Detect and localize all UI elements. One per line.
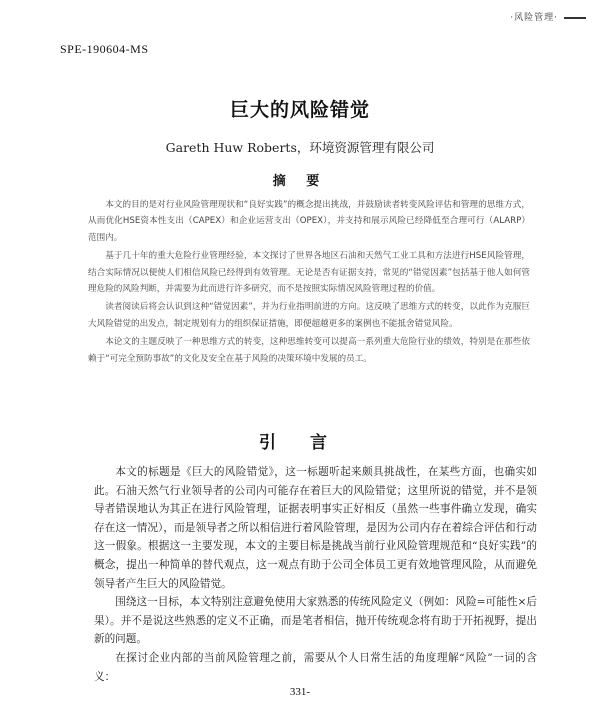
abstract-heading: 摘 要 xyxy=(272,174,328,189)
author-line: Gareth Huw Roberts，环境资源管理有限公司 xyxy=(165,140,435,155)
section-tag xyxy=(510,10,586,23)
body-paragraph: 在探讨企业内部的当前风险管理之前，需要从个人日常生活的角度理解“风险”一词的含义： xyxy=(94,651,537,683)
abstract-paragraph: 读者阅读后将会认识到这种“错觉因素”，并为行业指明前进的方向。这反映了思维方式的转变，以此作为克服巨大风险错觉的出发点，制定规划有力的组织保证措施，即便超越更多的案例也不能抵舍错觉风险。 xyxy=(88,302,530,329)
abstract-paragraph: 基于几十年的重大危险行业管理经验，本文探讨了世界各地区石油和天然气工业工具和方法进行HSE风险管理，结合实际情况以便使人们相信风险已经得到有效管理。无论是否有证据支持，常见的“错觉因素”包括基于他人如何管理危险的风险判断，并需要为此而进行许多研究，而不是按照实际情况风险管理过程的价值。 xyxy=(88,251,530,295)
introduction-heading: 引 言 xyxy=(259,433,341,453)
paper-id: SPE-190604-MS xyxy=(60,42,149,56)
introduction-body xyxy=(94,463,537,686)
section-tag-bar xyxy=(564,17,586,19)
abstract-paragraph: 本文的目的是对行业风险管理现状和“良好实践”的概念提出挑战，并鼓励读者转变风险评估和管理的思维方式，从而优化HSE资本性支出（CAPEX）和企业运营支出（OPEX），并支持和展示风险已经降低至合理可行（ALARP）范围内。 xyxy=(88,200,530,243)
abstract-body xyxy=(88,197,530,369)
body-paragraph: 本文的标题是《巨大的风险错觉》，这一标题听起来颇具挑战性，在某些方面，也确实如此。石油天然气行业领导者的公司内可能存在着巨大的风险错觉；这里所说的错觉，并不是领导者错误地认为其正在进行风险管理，证据表明事实正好相反（虽然一些事件确立发现，确实存在这一情况），而是领导者之所以相信进行着风险管理，是因为公司内存在着综合评估和行动这一假象。根据这一主要发现，本文的主要目标是挑战当前行业风险管理规范和“良好实践”的概念，提出一种简单的替代观点，这一观点有助于公司全体员工更有效地管理风险，从而避免领导者产生巨大的风险错觉。 xyxy=(94,466,537,590)
page-number: 331- xyxy=(289,686,311,698)
body-paragraph: 围绕这一目标，本文特别注意避免使用大家熟悉的传统风险定义（例如：风险=可能性×后果）。并不是说这些熟悉的定义不正确，而是笔者相信，抛开传统观念将有助于开拓视野，提出新的问题。 xyxy=(94,596,537,646)
section-tag-text: ·风险管理· xyxy=(510,13,558,23)
abstract-paragraph: 本论文的主题反映了一种思维方式的转变，这种思维转变可以提高一系列重大危险行业的绩效，特别是在那些依赖于“可完全预防事故”的文化及安全在基于风险的决策环境中发展的员工。 xyxy=(88,337,530,364)
paper-title: 巨大的风险错觉 xyxy=(229,99,370,121)
